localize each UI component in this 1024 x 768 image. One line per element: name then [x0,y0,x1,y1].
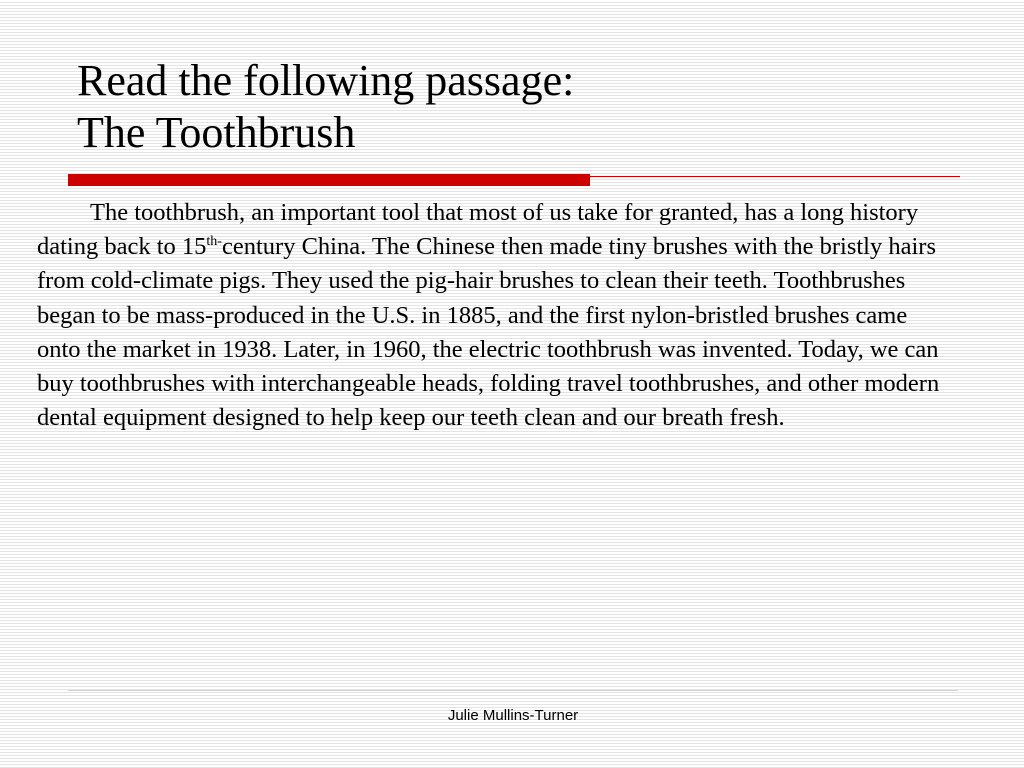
passage-text-part-1: The toothbrush, an important tool that most of us take for granted, has a long history dating back to 15 [37,199,919,261]
slide-title-line-1: Read the following passage: [77,56,575,105]
passage-paragraph [37,196,942,435]
title-underline-bar [68,174,590,186]
passage-text-part-2: century China. The Chinese then made tiny brushes with the bristly hairs from cold-climate pigs. They used the pig-hair brushes to clean their teeth. Toothbrushes began to be mass-produced in the U.S. in 1885, and the first nylon-bristled brushes came onto the market in 1938. Later, in 1960, the electric toothbrush was invented. Today, we can buy toothbrushes with interchangeable heads, folding travel toothbrushes, and other modern dental equipment designed to help keep our teeth clean and our breath fresh. [37,233,940,432]
passage-superscript: th- [206,234,222,250]
slide-title-line-2: The Toothbrush [77,108,356,157]
footer-author: Julie Mullins-Turner [447,707,579,724]
slide-title [77,55,574,159]
title-underline-thin-line [590,176,960,177]
footer [0,706,1024,726]
footer-divider [68,690,958,691]
